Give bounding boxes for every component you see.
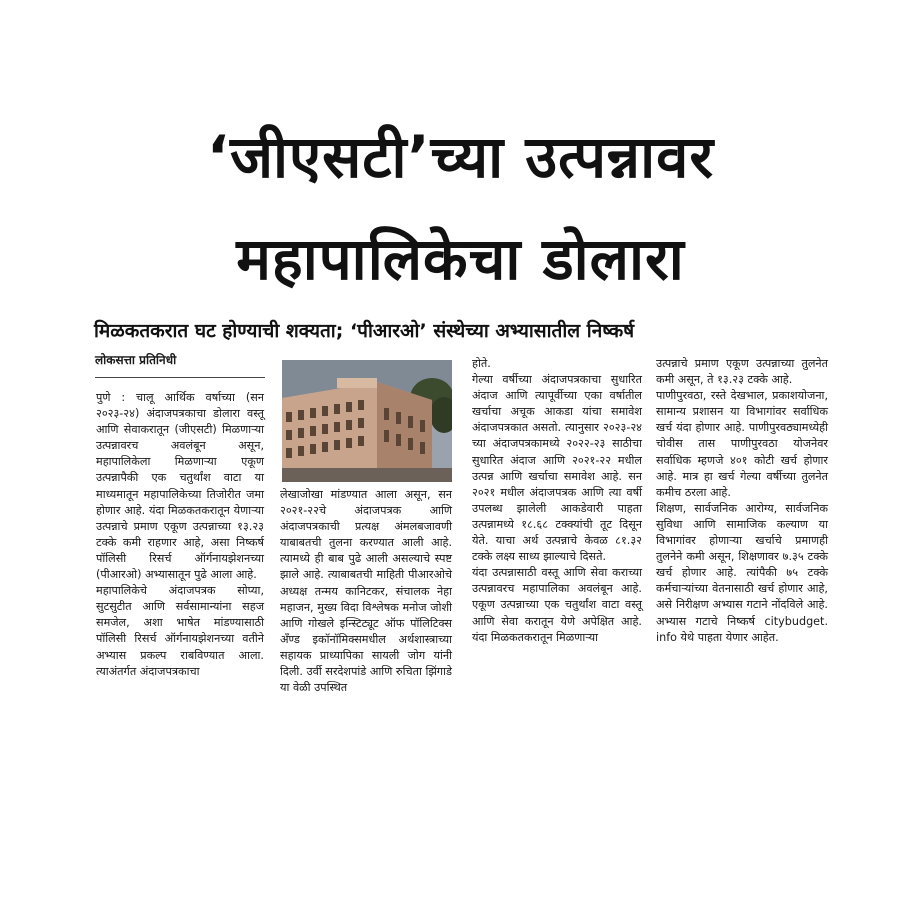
byline: लोकसत्ता प्रतिनिधी	[95, 353, 177, 367]
byline-rule	[95, 377, 265, 378]
building-illustration	[282, 360, 452, 482]
article-column-3: होते. गेल्या वर्षीच्या अंदाजपत्रकाचा सुधारित अंदाज आणि त्यापूर्वीच्या एका वर्षातील खर्चाचा अचूक आकडा यांचा समावेश अंदाजपत्रकात असतो. त्यानुसार २०२३-२४ च्या अंदाजपत्रकामध्ये २०२२-२३ साठीचा सुधारित अंदाज आणि २०२१-२२ मधील उत्पन्न आणि खर्चाचा समावेश आहे. सन २०२१ मधील अंदाजपत्रक आणि त्या वर्षी उपलब्ध झालेली आकडेवारी पाहता उत्पन्नामध्ये १८.६८ टक्क्यांची तूट दिसून येते. याचा अर्थ उत्पन्नाचे केवळ ८१.३२ टक्के लक्ष्य साध्य झाल्याचे दिसते. यंदा उत्पन्नासाठी वस्तू आणि सेवा कराच्या उत्पन्नावरच महापालिका अवलंबून आहे. एकूण उत्पन्नाच्या एक चतुर्थांश वाटा वस्तू आणि सेवा करातून येणे अपेक्षित आहे. यंदा मिळकतकरातून मिळणाऱ्या	[472, 357, 642, 644]
headline-line-1: ‘जीएसटी’च्या उत्पन्नावर	[206, 123, 715, 191]
article-column-1: पुणे : चालू आर्थिक वर्षाच्या (सन २०२३-२४) अंदाजपत्रकाचा डोलारा वस्तू आणि सेवाकरातून (जीएसटी) मिळणाऱ्या उत्पन्नावरच अवलंबून असून, महापालिकेला मिळणाऱ्या एकूण उत्पन्नापैकी एक चतुर्थांश वाटा या माध्यमातून महापालिकेच्या तिजोरीत जमा होणार आहे. यंदा मिळकतकरातून येणाऱ्या उत्पन्नाचे प्रमाण एकूण उत्पन्नाच्या १३.२३ टक्के कमी राहणार आहे, असा निष्कर्ष पॉलिसी रिसर्च ऑर्गनायझेशनच्या (पीआरओ) अभ्यासातून पुढे आला आहे. महापालिकेचे अंदाजपत्रक सोप्या, सुटसुटीत आणि सर्वसामान्यांना सहज समजेल, अशा भाषेत मांडण्यासाठी पॉलिसी रिसर्च ऑर्गनायझेशनच्या वतीने अभ्यास प्रकल्प राबविण्यात आला. त्याअंतर्गत अंदाजपत्रकाचा	[96, 391, 264, 678]
subheading: मिळकतकरात घट होण्याची शक्यता; ‘पीआरओ’ संस्थेच्या अभ्यासातील निष्कर्ष	[94, 320, 635, 342]
article-column-2: लेखाजोखा मांडण्यात आला असून, सन २०२१-२२चे अंदाजपत्रक आणि अंदाजपत्रकाची प्रत्यक्ष अंमलबजावणी याबाबतची तुलना करण्यात आली आहे. त्यामध्ये ही बाब पुढे आली असल्याचे स्पष्ट झाले आहे. त्याबाबतची माहिती पीआरओचे अध्यक्ष तन्मय कानिटकर, संचालक नेहा महाजन, मुख्य विदा विश्लेषक मनोज जोशी आणि गोखले इन्स्टिट्यूट ऑफ पॉलिटिक्स अँण्ड इकॉनॉमिक्समधील अर्थशास्त्राच्या सहायक प्राध्यापिका सायली जोग यांनी दिली. उर्वी सरदेशपांडे आणि रुचिता झिंगाडे या वेळी उपस्थित	[280, 488, 452, 695]
building-photo	[282, 360, 452, 482]
headline-line-2: महापालिकेचा डोलारा	[236, 225, 685, 293]
article-column-4: उत्पन्नाचे प्रमाण एकूण उत्पन्नाच्या तुलनेत कमी असून, ते १३.२३ टक्के आहे. पाणीपुरवठा, रस्ते देखभाल, प्रकाशयोजना, सामान्य प्रशासन या विभागांवर सर्वाधिक खर्च यंदा होणार आहे. पाणीपुरवठ्यामध्येही चोवीस तास पाणीपुरवठा योजनेवर सर्वाधिक म्हणजे ४०१ कोटी खर्च होणार आहे. मात्र हा खर्च गेल्या वर्षीच्या तुलनेत कमीच ठरला आहे. शिक्षण, सार्वजनिक आरोग्य, सार्वजनिक सुविधा आणि सामाजिक कल्याण या विभागांवर होणाऱ्या खर्चाचे प्रमाणही तुलनेने कमी असून, शिक्षणावर ७.३५ टक्के खर्च होणार आहे. त्यांपैकी ७५ टक्के कर्मचाऱ्यांच्या वेतनासाठी खर्च होणार आहे, असे निरीक्षण अभ्यास गटाने नोंदविले आहे. अभ्यास गटाचे निष्कर्ष citybudget. info येथे पाहता येणार आहेत.	[656, 357, 828, 644]
